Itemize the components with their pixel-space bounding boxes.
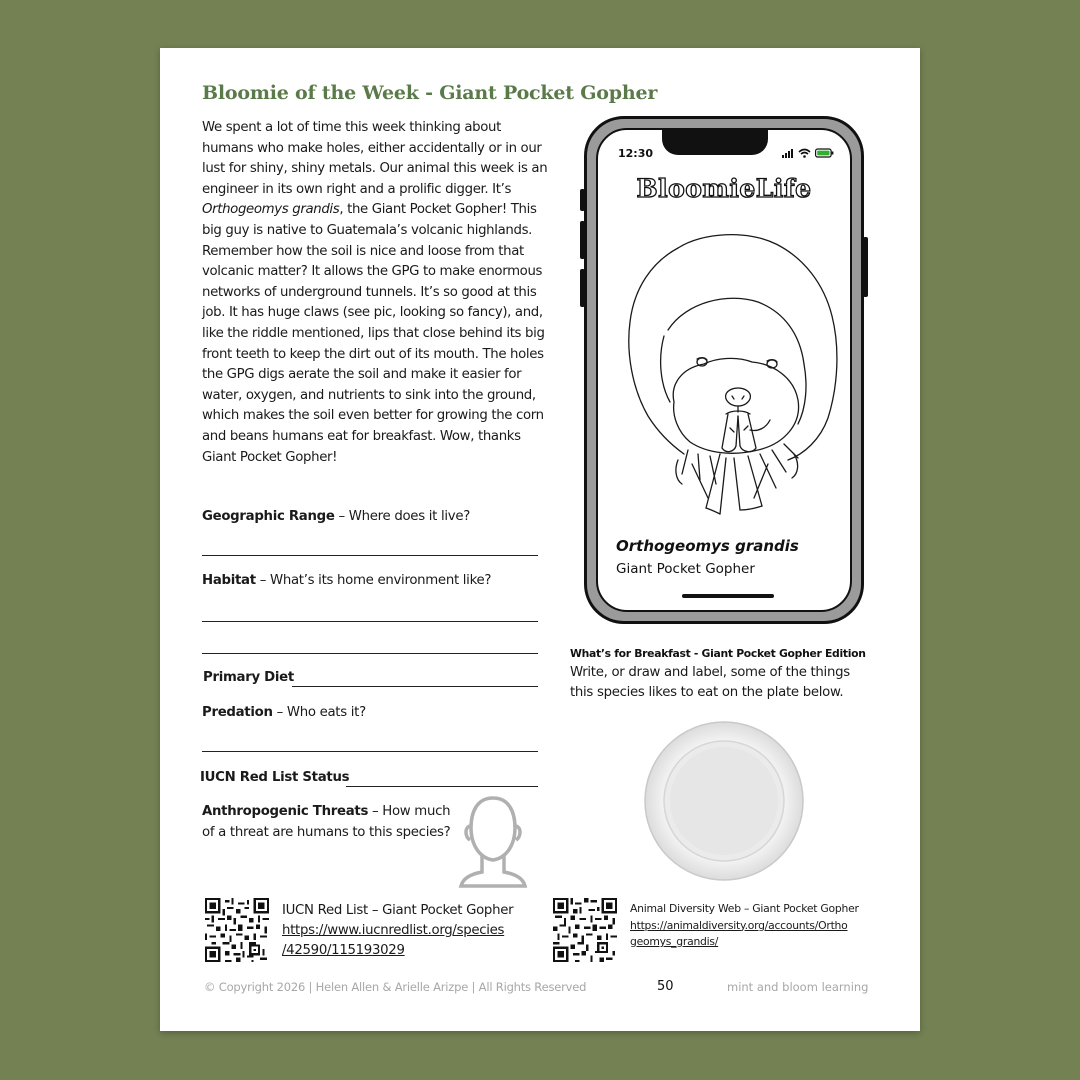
- intro-paragraph: We spent a lot of time this week thinking about humans who make holes, either accidentally or in our lust for shiny, shiny metals. Our animal this week is an engineer in its own right and a prolific digger. It’s Orthogeomys grandis, the Giant Pocket Gopher! This big guy is native to Guatemala’s volcanic highlands. Remember how the soil is nice and loose from that volcanic matter? It allows the GPG to make enormous networks of underground tunnels. It’s so good at this job. It has huge claws (see pic, looking so fancy), and, like the riddle mentioned, lips that close behind its big front teeth to keep the dirt out of its mouth. The holes the GPG digs aerate the soil and make it easier for water, oxygen, and nutrients to sink into the ground, which makes the soil even better for growing the corn and beans humans eat for breakfast. Wow, thanks Giant Pocket Gopher!: [202, 120, 548, 465]
- reference-adw-title: Animal Diversity Web – Giant Pocket Gopher: [630, 902, 859, 915]
- phone-side-button: [580, 189, 585, 211]
- answer-line-diet[interactable]: [292, 686, 538, 687]
- reference-adw-link-cont[interactable]: geomys_grandis/: [630, 935, 719, 948]
- phone-screen: [596, 128, 852, 612]
- worksheet-page: [160, 48, 920, 1031]
- reference-iucn-title: IUCN Red List – Giant Pocket Gopher: [282, 903, 514, 918]
- phone-status-icons: [782, 148, 834, 158]
- question-geographic-range: Geographic Range – Where does it live?: [202, 509, 470, 524]
- gopher-illustration: [608, 218, 848, 528]
- answer-line-predation[interactable]: [202, 751, 538, 752]
- human-head-icon: [457, 794, 529, 890]
- footer-copyright: © Copyright 2026 | Helen Allen & Arielle Arizpe | All Rights Reserved: [204, 980, 587, 994]
- wifi-icon: [798, 148, 811, 158]
- phone-side-button: [580, 269, 585, 307]
- phone-notch: [662, 128, 768, 155]
- reference-iucn-link-cont[interactable]: /42590/115193029: [282, 943, 405, 958]
- reference-iucn-link[interactable]: https://www.iucnredlist.org/species: [282, 923, 505, 938]
- answer-line-iucn[interactable]: [346, 786, 538, 787]
- reference-adw-link[interactable]: https://animaldiversity.org/accounts/Ortho: [630, 918, 848, 932]
- phone-clock: 12:30: [618, 147, 654, 160]
- question-predation: Predation – Who eats it?: [202, 705, 366, 720]
- signal-icon: [782, 148, 794, 158]
- intro-scientific-name: Orthogeomys grandis: [202, 202, 340, 218]
- footer-brand: mint and bloom learning: [727, 980, 869, 994]
- question-habitat: Habitat – What’s its home environment like?: [202, 573, 492, 588]
- question-iucn-status: IUCN Red List Status: [200, 770, 350, 785]
- phone-scientific-name: Orthogeomys grandis: [616, 537, 799, 555]
- question-primary-diet: Primary Diet: [203, 670, 294, 685]
- reference-adw: [630, 901, 859, 951]
- answer-line-habitat-1[interactable]: [202, 621, 538, 622]
- qr-code-adw[interactable]: [553, 898, 617, 962]
- home-indicator: [682, 594, 774, 598]
- breakfast-instructions: Write, or draw and label, some of the things this species likes to eat on the plate below.: [570, 665, 850, 700]
- question-threats-line2: of a threat are humans to this species?: [202, 825, 451, 840]
- page-number: 50: [657, 979, 674, 994]
- phone-side-button: [580, 221, 585, 259]
- qr-code-iucn[interactable]: [205, 898, 269, 962]
- question-threats: Anthropogenic Threats – How much: [202, 804, 451, 819]
- phone-mockup: [584, 116, 864, 624]
- battery-icon: [815, 148, 834, 158]
- reference-iucn: [282, 901, 513, 961]
- phone-power-button: [863, 237, 868, 297]
- phone-common-name: Giant Pocket Gopher: [616, 561, 755, 577]
- answer-line-habitat-2[interactable]: [202, 653, 538, 654]
- breakfast-heading: What’s for Breakfast - Giant Pocket Gopher Edition: [570, 647, 866, 660]
- answer-line-range[interactable]: [202, 555, 538, 556]
- app-title: BloomieLife: [636, 174, 812, 203]
- page-title: Bloomie of the Week - Giant Pocket Gopher: [202, 82, 658, 104]
- plate-illustration[interactable]: [643, 720, 805, 882]
